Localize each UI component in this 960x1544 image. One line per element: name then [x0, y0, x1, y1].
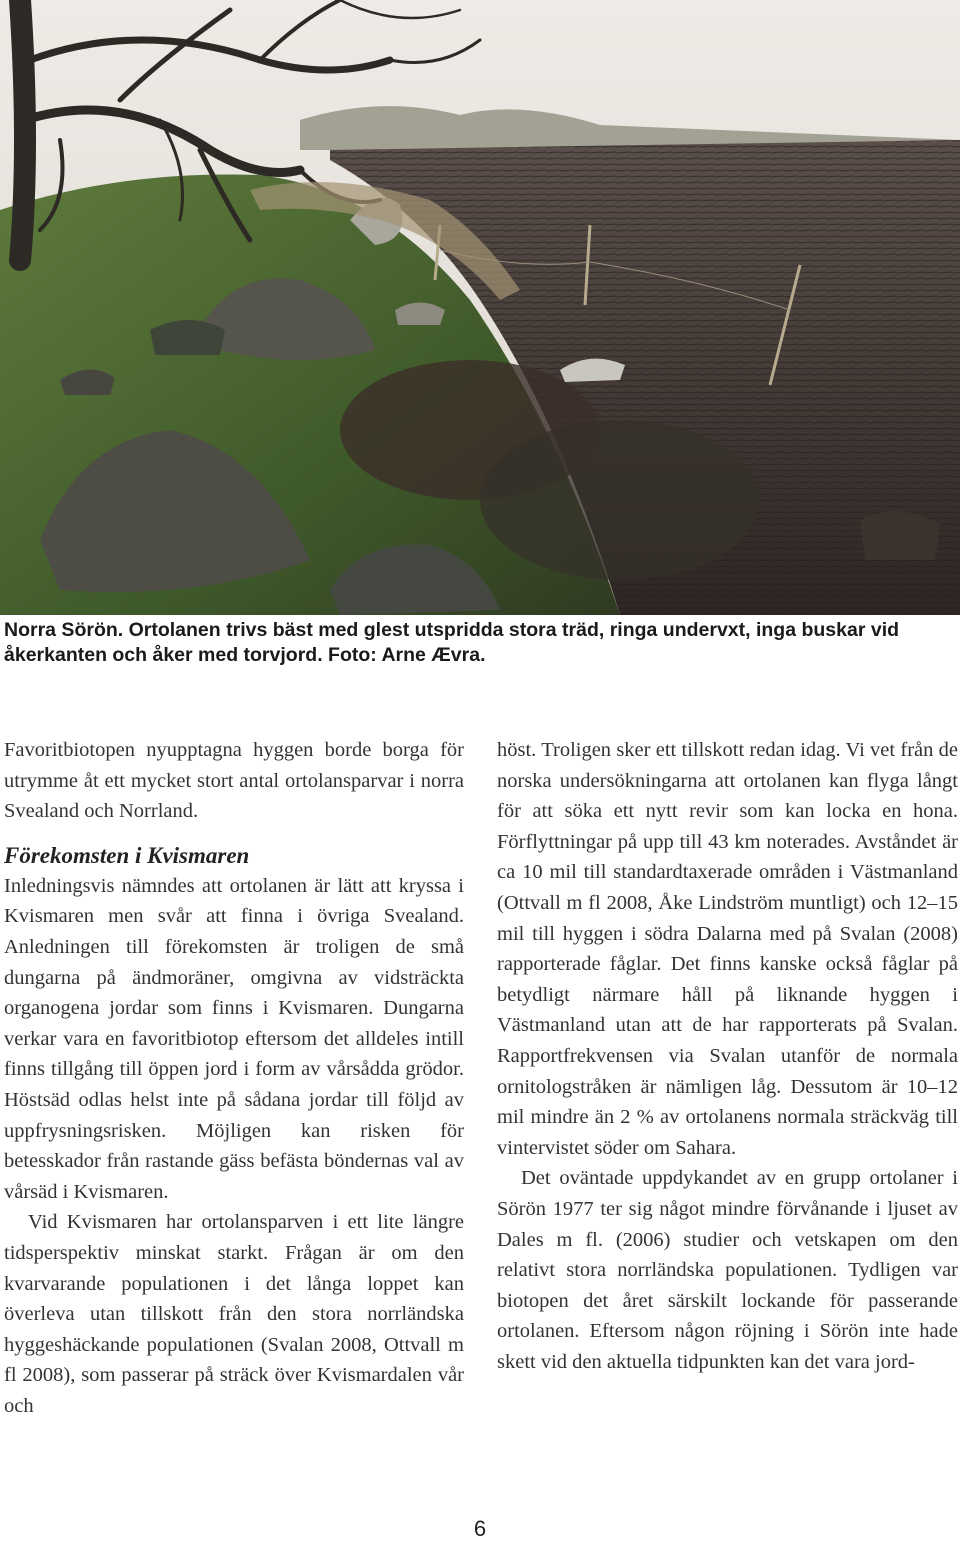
right-column: [497, 735, 958, 1377]
section-heading: Förekomsten i Kvismaren: [4, 842, 250, 868]
intro-paragraph: Favoritbiotopen nyupptagna hyggen borde borga för utrymme åt ett mycket stort antal ortolansparvar i norra Svealand och Norrland.: [4, 739, 464, 823]
photo-caption: Norra Sörön. Ortolanen trivs bäst med glest utspridda stora träd, ringa undervxt, inga buskar vid åkerkanten och åker med torvjord. Foto: Arne Ævra.: [4, 619, 900, 666]
body-paragraph: höst. Troligen sker ett tillskott redan idag. Vi vet från de norska undersökningarna att ortolanen kan flyga långt för att söka ett nytt revir som kan locka en hona. Förflyttningar på upp till 43 km noterades. Avståndet är ca 10 mil till standardtaxerade områden i Västmanland (Ottvall m fl 2008, Åke Lindström muntligt) och 12–15 mil till hyggen i södra Dalarna med på Svalan (2008) rapporterade fåglar. Det finns kanske också fåglar på betydligt närmare håll på liknande hyggen i Västmanland utan att de har rapporterats på Svalan. Rapportfrekvensen via Svalan utanför de normala ornitologstråken är nämligen låg. Dessutom är 10–12 mil mindre än 2 % av ortolanens normala sträckväg till vintervistet söder om Sahara.: [497, 739, 958, 1159]
body-paragraph: Inledningsvis nämndes att ortolanen är lätt att kryssa i Kvismaren men svår att finna i övriga Svealand. Anledningen till förekomsten är troligen de små dungarna på ändmoräner, omgivna av vidsträckta organogena jordar som finns i Kvismaren. Dungarna verkar vara en favoritbiotop eftersom det alldeles intill finns tillgång till öppen jord i form av vårsådda grödor. Höstsäd odlas helst inte på sådana jordar till följd av uppfrysningsrisken. Möjligen kan risken för betesskador från rastande gäss befästa böndernas val av vårsäd i Kvismaren.: [4, 874, 464, 1203]
body-paragraph: Det oväntade uppdykandet av en grupp ortolaner i Sörön 1977 ter sig något mindre förvånande i ljuset av Dales m fl. (2006) studier och vetskapen om den relativt stora norrländska populationen. Tydligen var biotopen det året särskilt lockande för passerande ortolanen. Eftersom någon röjning i Sörön inte hade skett vid den aktuella tidpunkten kan det vara jord-: [497, 1167, 958, 1373]
page-number: 6: [473, 1516, 487, 1541]
body-paragraph: Vid Kvismaren har ortolansparven i ett lite längre tidsperspektiv minskat starkt. Frågan är om den kvarvarande populationen i det långa loppet kan överleva utan tillskott från den stora norrländska hyggeshäckande populationen (Svalan 2008, Ottvall m fl 2008), som passerar på sträck över Kvismardalen vår och: [4, 1211, 464, 1417]
left-column: [4, 735, 464, 1421]
landscape-photo: [0, 0, 960, 615]
landscape-illustration: [0, 0, 960, 615]
soil-patch: [480, 420, 760, 580]
rock: [150, 320, 225, 355]
